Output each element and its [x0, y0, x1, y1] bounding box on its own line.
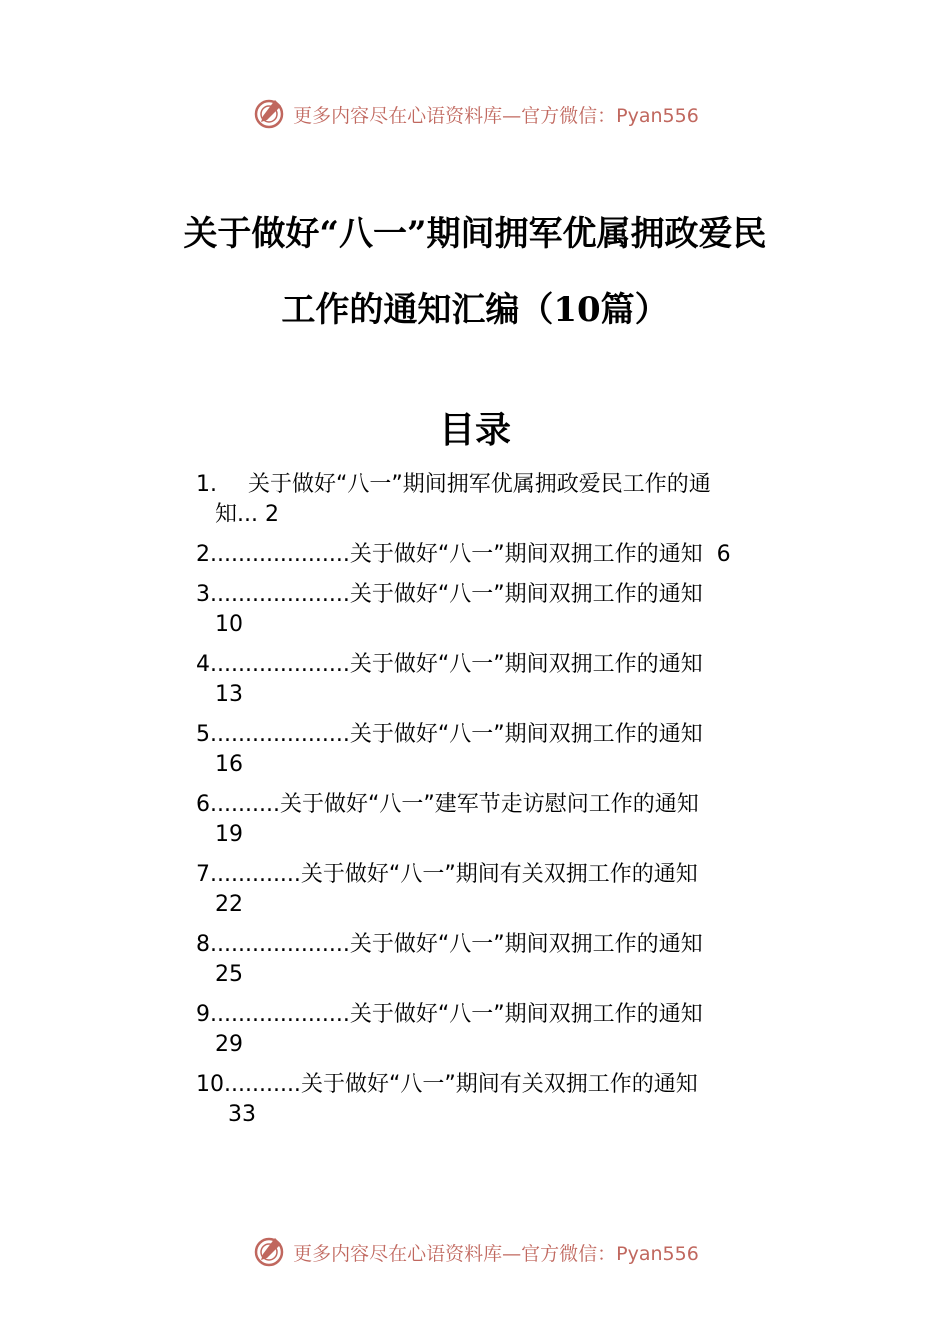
- toc-entry-page: 22: [215, 892, 243, 917]
- toc-leader-dots: ....................: [210, 1002, 350, 1027]
- toc-entry-4[interactable]: [196, 650, 856, 710]
- toc-entry-number: 3: [196, 582, 210, 607]
- toc-entry-number: 1.: [196, 472, 217, 497]
- toc-entry-page: 10: [215, 612, 243, 637]
- toc-entry-title: 关于做好“八一”期间有关双拥工作的通知: [300, 862, 698, 887]
- toc-entry-number: 2: [196, 542, 210, 567]
- banner-text: 更多内容尽在心语资料库—官方微信：Pyan556: [293, 1242, 699, 1265]
- toc-leader-dots: ....................: [210, 722, 350, 747]
- toc-entry-6[interactable]: [196, 790, 856, 850]
- toc-entry-page: 29: [215, 1032, 243, 1057]
- toc-leader-dots: ....................: [210, 582, 350, 607]
- toc-entry-title: 关于做好“八一”期间双拥工作的通知: [349, 582, 703, 607]
- toc-entry-number: 8: [196, 932, 210, 957]
- toc-entry-3[interactable]: [196, 580, 856, 640]
- toc-entry-9[interactable]: [196, 1000, 856, 1060]
- toc-entry-title: 关于做好“八一”期间双拥工作的通知: [349, 542, 703, 567]
- toc-leader-dots: ..........: [210, 792, 280, 817]
- toc-entry-page: 19: [215, 822, 243, 847]
- toc-entry-1[interactable]: [196, 470, 856, 530]
- toc-entry-number: 9: [196, 1002, 210, 1027]
- toc-leader-dots: .............: [210, 862, 301, 887]
- document-title-line-2: 工作的通知汇编（10篇）: [281, 290, 669, 330]
- toc-entry-title-continued: 知...: [215, 502, 258, 527]
- toc-entry-number: 10: [196, 1072, 224, 1097]
- document-title-line-1: 关于做好“八一”期间拥军优属拥政爱民: [183, 214, 767, 254]
- pen-logo-icon: [251, 96, 287, 132]
- banner-text: 更多内容尽在心语资料库—官方微信：Pyan556: [293, 104, 699, 127]
- table-of-contents: [196, 470, 856, 1130]
- toc-entry-10[interactable]: [196, 1070, 856, 1130]
- header-banner: [0, 94, 950, 134]
- toc-entry-number: 7: [196, 862, 210, 887]
- toc-entry-page: 33: [228, 1102, 256, 1127]
- toc-entry-2[interactable]: [196, 540, 856, 570]
- footer-banner: [0, 1232, 950, 1272]
- toc-entry-title: 关于做好“八一”期间双拥工作的通知: [349, 1002, 703, 1027]
- toc-entry-8[interactable]: [196, 930, 856, 990]
- toc-entry-5[interactable]: [196, 720, 856, 780]
- toc-leader-dots: ....................: [210, 652, 350, 677]
- toc-entry-number: 4: [196, 652, 210, 677]
- wechat-id: Pyan556: [616, 1242, 699, 1265]
- toc-heading: 目录: [438, 409, 511, 451]
- toc-entry-title: 关于做好“八一”期间双拥工作的通知: [349, 722, 703, 747]
- toc-leader-dots: ....................: [210, 542, 350, 567]
- toc-entry-number: 5: [196, 722, 210, 747]
- toc-entry-page: 2: [264, 502, 279, 527]
- pen-logo-icon: [251, 1234, 287, 1270]
- toc-entry-page: 25: [215, 962, 243, 987]
- toc-entry-page: 16: [215, 752, 243, 777]
- toc-entry-number: 6: [196, 792, 210, 817]
- toc-entry-page: 6: [716, 542, 731, 567]
- toc-entry-page: 13: [215, 682, 243, 707]
- toc-entry-title: 关于做好“八一”期间双拥工作的通知: [349, 932, 703, 957]
- toc-entry-title: 关于做好“八一”期间双拥工作的通知: [349, 652, 703, 677]
- toc-entry-title: 关于做好“八一”建军节走访慰问工作的通知: [279, 792, 699, 817]
- wechat-id: Pyan556: [616, 104, 699, 127]
- toc-leader-dots: ...........: [224, 1072, 301, 1097]
- toc-entry-title: 关于做好“八一”期间拥军优属拥政爱民工作的通: [248, 472, 711, 497]
- toc-leader-dots: ....................: [210, 932, 350, 957]
- toc-entry-7[interactable]: [196, 860, 856, 920]
- toc-entry-title: 关于做好“八一”期间有关双拥工作的通知: [300, 1072, 698, 1097]
